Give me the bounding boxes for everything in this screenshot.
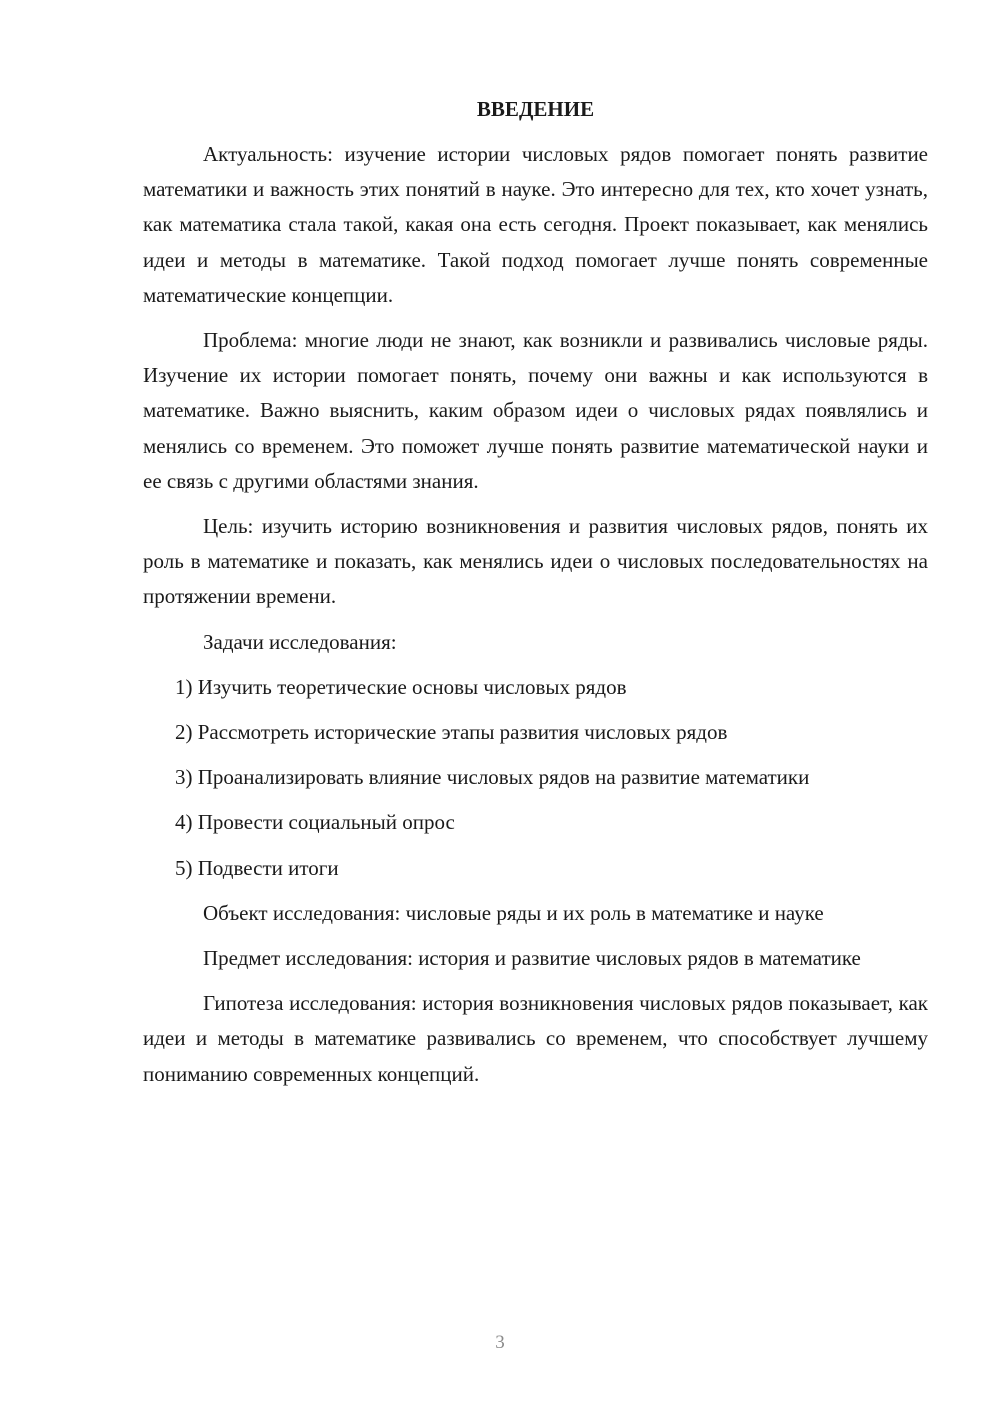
document-page: [143, 92, 928, 1102]
task-item-3: 3) Проанализировать влияние числовых рядов на развитие математики: [175, 765, 810, 790]
hypothesis-paragraph: Гипотеза исследования: история возникновения числовых рядов показывает, как идеи и методы в математике развивались со временем, что способствует лучшему пониманию современных концепций.: [143, 991, 928, 1086]
problem-paragraph: Проблема: многие люди не знают, как возникли и развивались числовые ряды. Изучение их истории помогает понять, почему они важны и как используются в математике. Важно выяснить, каким образом идеи о числовых рядах появлялись и менялись со временем. Это поможет лучше понять развитие математической науки и ее связь с другими областями знания.: [143, 328, 928, 493]
goal-paragraph: Цель: изучить историю возникновения и развития числовых рядов, понять их роль в математике и показать, как менялись идеи о числовых последовательностях на протяжении времени.: [143, 514, 928, 609]
task-item-2: 2) Рассмотреть исторические этапы развития числовых рядов: [175, 720, 728, 745]
task-item-1: 1) Изучить теоретические основы числовых рядов: [175, 674, 627, 699]
tasks-heading: Задачи исследования:: [203, 629, 397, 654]
task-item-4: 4) Провести социальный опрос: [175, 810, 455, 835]
relevance-paragraph: Актуальность: изучение истории числовых рядов помогает понять развитие математики и важность этих понятий в науке. Это интересно для тех, кто хочет узнать, как математика стала такой, какая она есть сегодня. Проект показывает, как менялись идеи и методы в математике. Такой подход помогает лучше понять современные математические концепции.: [143, 142, 928, 307]
page-number: 3: [495, 1332, 505, 1353]
object-paragraph: Объект исследования: числовые ряды и их роль в математике и науке: [203, 900, 824, 925]
page-title: ВВЕДЕНИЕ: [476, 97, 595, 121]
subject-paragraph: Предмет исследования: история и развитие числовых рядов в математике: [203, 946, 861, 971]
task-item-5: 5) Подвести итоги: [175, 855, 339, 880]
